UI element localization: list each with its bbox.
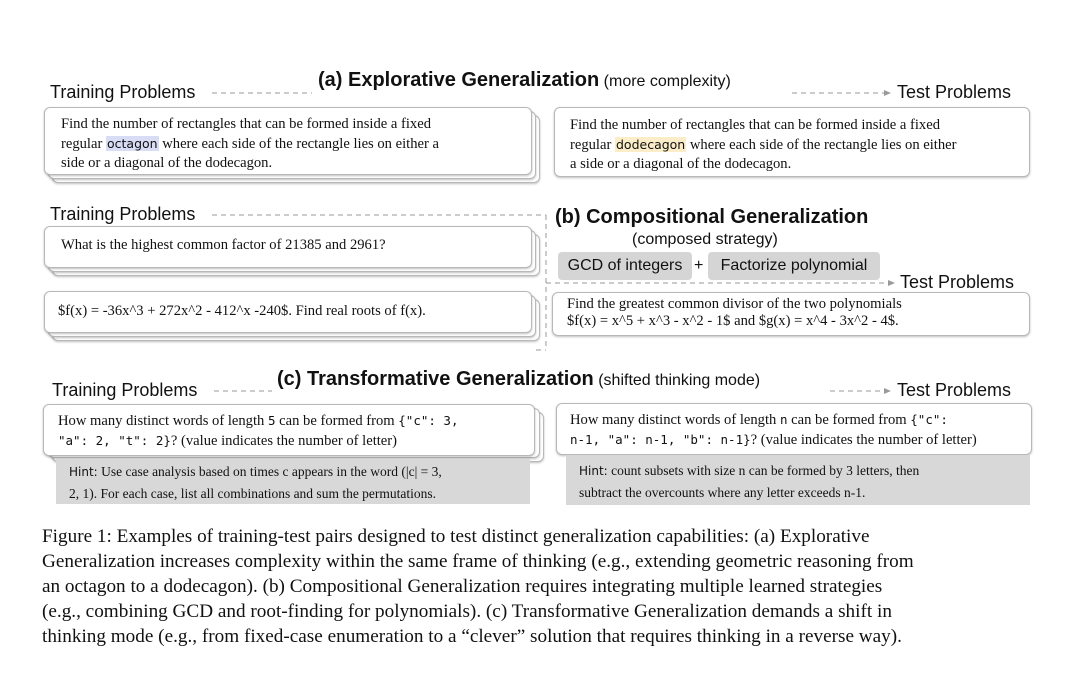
c-train-hint-line1: Use case analysis based on times c appears in the word (|c| = 3, — [97, 464, 442, 479]
c-test-line1-mid: can be formed from — [787, 412, 911, 428]
a-title: (a) Explorative Generalization — [318, 69, 600, 91]
b-test-line2: $f(x) = x^5 + x^3 - x^2 - 1$ and $g(x) = x^4 - 3x^2 - 4$. — [567, 313, 899, 329]
a-training-label: Training Problems — [50, 82, 196, 102]
c-test-label: Test Problems — [897, 380, 1012, 400]
a-test-label: Test Problems — [897, 82, 1012, 102]
b-train2-text: $f(x) = -36x^3 + 272x^2 - 412^x -240$. Find real roots of f(x). — [58, 303, 426, 319]
a-test-line1: Find the number of rectangles that can be formed inside a fixed — [570, 117, 940, 133]
c-train-hint-line2: 2, 1). For each case, list all combinations and sum the permutations. — [69, 486, 437, 501]
c-test-line2-code: n-1, "a": n-1, "b": n-1} — [570, 432, 751, 447]
b-subtitle: (composed strategy) — [632, 231, 778, 248]
c-test-line1-code: n — [779, 412, 788, 427]
a-test-card — [554, 107, 1030, 177]
c-train-line1-pre: How many distinct words of length — [58, 413, 268, 429]
b-test-card — [552, 292, 1030, 336]
a-test-line3: a side or a diagonal of the dodecagon. — [570, 156, 792, 172]
c-train-line1-code: 5 — [267, 413, 276, 428]
caption-line-2: Generalization increases complexity within the same frame of thinking (e.g., extending geometric reasoning from — [42, 551, 914, 572]
b-chip-factorize: Factorize polynomial — [708, 252, 880, 280]
c-train-hint — [56, 459, 530, 504]
caption-line-4: (e.g., combining GCD and root-finding for polynomials). (c) Transformative Generalization demands a shift in — [42, 601, 892, 622]
a-test-highlight: dodecagon — [615, 137, 686, 152]
c-test-hint — [566, 455, 1030, 505]
a-train-card — [44, 107, 532, 175]
c-subtitle: (shifted thinking mode) — [598, 372, 761, 389]
caption-line-5: thinking mode (e.g., from fixed-case enumeration to a “clever” solution that requires thinking in a reverse way). — [42, 626, 902, 647]
caption-line-1: Figure 1: Examples of training-test pairs designed to test distinct generalization capabilities: (a) Explorative — [42, 526, 870, 547]
c-training-label: Training Problems — [52, 380, 198, 400]
c-train-line2-code: "a": 2, "t": 2} — [58, 433, 171, 448]
c-train-hint-label: Hint: — [69, 465, 98, 479]
c-test-line2-post: ? (value indicates the number of letter) — [750, 432, 977, 448]
b-train1-card — [44, 226, 532, 268]
c-test-line1-pre: How many distinct words of length — [570, 412, 780, 428]
a-train-line2-post: where each side of the rectangle lies on either a — [158, 136, 439, 152]
caption-line-3: an octagon to a dodecagon). (b) Compositional Generalization requires integrating multiple learned strategies — [42, 576, 883, 597]
b-test-label: Test Problems — [900, 272, 1015, 292]
c-title: (c) Transformative Generalization — [277, 368, 594, 390]
c-test-card — [556, 403, 1032, 455]
b-title: (b) Compositional Generalization — [555, 206, 869, 228]
b-train1-text: What is the highest common factor of 21385 and 2961? — [61, 237, 386, 253]
c-train-line2-post: ? (value indicates the number of letter) — [170, 433, 397, 449]
b-train2-card — [44, 291, 532, 333]
figure-caption — [42, 524, 1042, 649]
a-train-line1: Find the number of rectangles that can be formed inside a fixed — [61, 116, 431, 132]
c-test-hint-line1: count subsets with size n can be formed by 3 letters, then — [607, 463, 920, 478]
a-title-group — [318, 69, 731, 92]
b-chip-gcd: GCD of integers — [558, 252, 692, 280]
c-test-hint-line2: subtract the overcounts where any letter exceeds n-1. — [579, 485, 866, 500]
a-train-line2-pre: regular — [61, 136, 106, 152]
c-test-line1-code2: {"c": — [910, 412, 948, 427]
c-train-card — [43, 404, 535, 456]
a-subtitle: (more complexity) — [603, 73, 731, 90]
c-title-group — [277, 368, 760, 391]
b-plus: + — [694, 257, 704, 274]
c-train-line1-mid: can be formed from — [275, 413, 399, 429]
b-training-label: Training Problems — [50, 204, 196, 224]
b-test-line1: Find the greatest common divisor of the two polynomials — [567, 296, 902, 312]
a-test-line2-pre: regular — [570, 137, 615, 153]
a-train-highlight: octagon — [106, 136, 158, 151]
a-train-line3: side or a diagonal of the dodecagon. — [61, 155, 273, 171]
c-test-hint-label: Hint: — [579, 464, 608, 478]
c-train-line1-code2: {"c": 3, — [398, 413, 459, 428]
a-test-line2-post: where each side of the rectangle lies on either — [686, 137, 957, 153]
